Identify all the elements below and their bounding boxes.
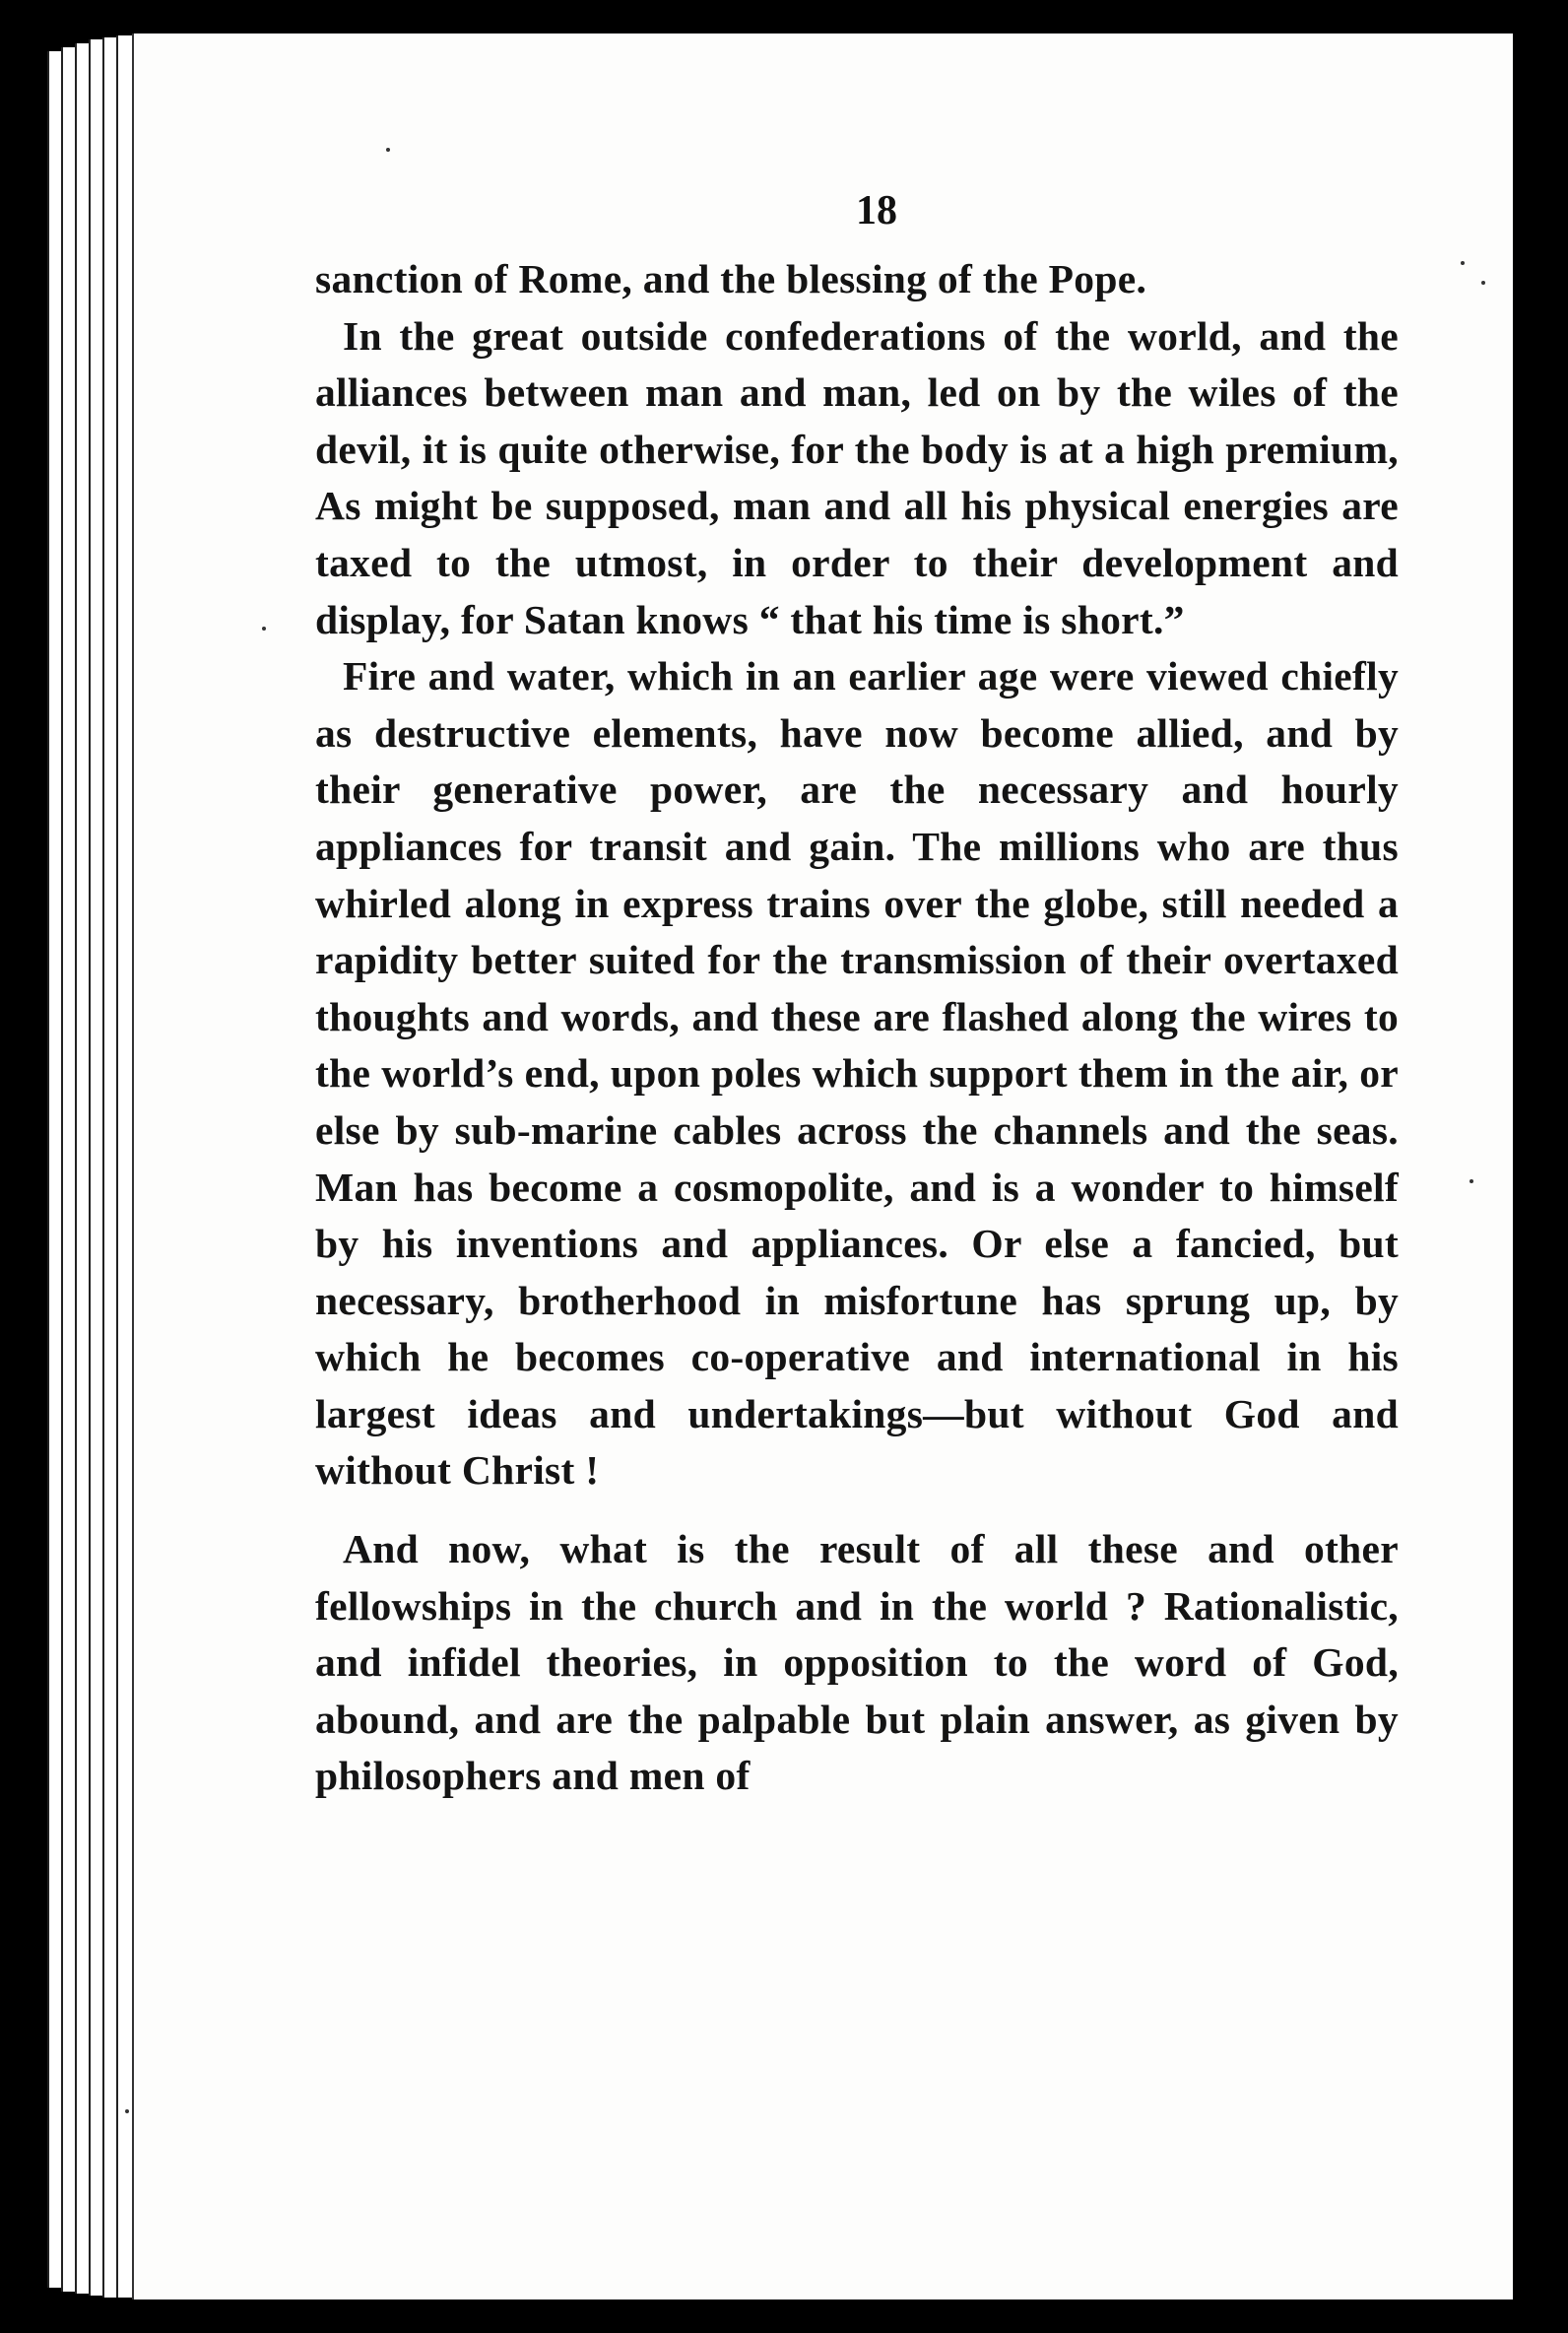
body-text bbox=[315, 251, 1399, 1805]
scan-speck bbox=[262, 627, 266, 631]
page-number: 18 bbox=[856, 188, 897, 233]
paragraph: sanction of Rome, and the blessing of the Pope. bbox=[315, 256, 1147, 301]
scan-speck bbox=[125, 2109, 129, 2113]
scan-speck bbox=[1461, 261, 1465, 265]
scan-shadow bbox=[1519, 33, 1568, 2300]
paragraph: And now, what is the result of all these and other fellowships in the church and in the world ? Rationalistic, and infidel theories, in opposition to the word of God, abound, and are the palpable but plain answer, as given by philosophers and men of bbox=[315, 1526, 1399, 1799]
scan-speck bbox=[1470, 1179, 1473, 1183]
paragraph: Fire and water, which in an earlier age were viewed chiefly as destructive elements, have now become allied, and by their generative power, are the necessary and hourly appliances for transit and gain. The millions who are thus whirled along in express trains over the globe, still needed a rapidity better suited for the transmission of their overtaxed thoughts and words, and these are flashed along the wires to the world’s end, upon poles which support them in the air, or else by sub-marine cables across the channels and the seas. Man has become a cosmopolite, and is a wonder to himself by his inventions and appliances. Or else a fancied, but necessary, brotherhood in misfortune has sprung up, by which he becomes co-operative and international in his largest ideas and undertakings—but without God and without Christ ! bbox=[315, 653, 1399, 1494]
scan-speck bbox=[1481, 281, 1485, 285]
scan-speck bbox=[386, 148, 390, 152]
paragraph: In the great outside confederations of the world, and the alliances between man and man, led on by the wiles of the devil, it is quite otherwise, for the body is at a high premium, As might be supposed, man and all his physical energies are taxed to the utmost, in order to their development and display, for Satan knows “ that his time is short.” bbox=[315, 312, 1399, 642]
